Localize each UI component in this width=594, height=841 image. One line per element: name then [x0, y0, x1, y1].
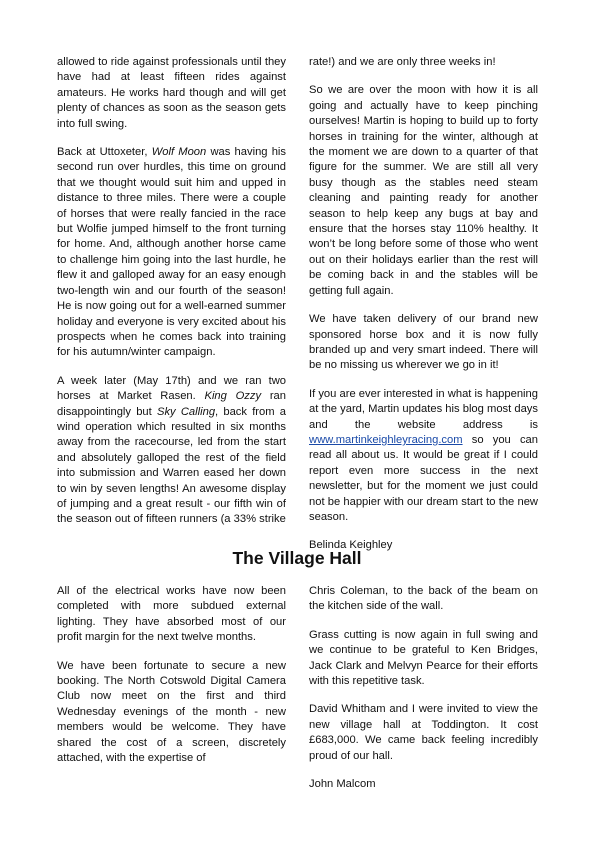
article-column-3	[57, 584, 286, 766]
paragraph: We have been fortunate to secure a new booking. The North Cotswold Digital Camera Club now meet on the first and third Wednesday evenings of the month - new members would be welcome. They have shared the cost of a screen, discretely attached, with the expertise of	[57, 659, 286, 765]
paragraph: Grass cutting is now again in full swing and we continue to be grateful to Ken Bridges, Jack Clark and Melvyn Pearce for their efforts with this repetitive task.	[309, 628, 538, 688]
horse-name: Sky Calling	[156, 405, 216, 418]
text-run: If you are ever interested in what is happening at the yard, Martin updates his blog most days and the website address is	[309, 387, 538, 431]
text-run: ran disappointingly but	[57, 390, 286, 418]
paragraph: All of the electrical works have now been completed with more subdued external lighting. They have absorbed most of our profit margin for the next twelve months.	[57, 585, 286, 644]
website-link[interactable]: www.martinkeighleyracing.com	[309, 433, 463, 446]
horse-name: King Ozzy	[204, 390, 262, 403]
paragraph: So we are over the moon with how it is all going and actually have to keep pinching ourselves! Martin is hoping to build up to forty horses in training for the winter, although at the moment we are down to a quarter of that figure for the summer. We are still all very busy though as the stables need steam cleaning and painting ready for another season to help keep any bugs at bay and ensure that the horses stay 110% healthy. It won’t be long before some of those who went out on their holidays earlier than the rest will be coming back in and the stables will be getting full again.	[309, 84, 538, 297]
paragraph	[309, 387, 538, 526]
article-column-1	[57, 55, 286, 528]
article-column-2	[309, 55, 538, 554]
section-heading: The Village Hall	[232, 548, 362, 568]
text-run: Back at Uttoxeter,	[57, 146, 152, 159]
author-signature: Belinda Keighley	[309, 539, 393, 552]
paragraph: allowed to ride against professionals until they have had at least fifteen rides against amateurs. He works hard though and will get plenty of chances as soon as the season gets into full swing.	[57, 56, 286, 130]
paragraph: Chris Coleman, to the back of the beam on the kitchen side of the wall.	[309, 585, 538, 613]
text-run: was having his second run over hurdles, this time on ground that we thought would suit him and upped in distance to three miles. There were a couple of horses that were really fancied in the race but Wolfie jumped himself to the front turning for home. And, although another horse came to challenge him going into the last hurdle, he flew it and galloped away for an easy enough two-length win and our fourth of the season! He is now going out for a well-earned summer holiday and everyone is very excited about his prospects when he comes back into training for his autumn/winter campaign.	[57, 146, 287, 359]
article-column-4	[309, 584, 538, 792]
paragraph: We have taken delivery of our brand new sponsored horse box and it is now fully branded up and very smart indeed. There will be no missing us wherever we go in it!	[309, 313, 538, 372]
author-signature: John Malcom	[309, 778, 376, 791]
text-run: , back from a wind operation which resulted in six months away from the racecourse, led from the start and absolutely galloped the rest of the field into submission and Warren eased her down to win by seven lengths! An awesome display of jumping and a great result - our fifth win of the season out of fifteen runners (a 33% strike	[57, 405, 286, 526]
horse-name: Wolf Moon	[151, 146, 207, 159]
paragraph	[57, 374, 286, 528]
paragraph: rate!) and we are only three weeks in!	[309, 56, 496, 68]
paragraph	[57, 145, 286, 361]
paragraph: David Whitham and I were invited to view the new village hall at Toddington. It cost £683,000. We came back feeling incredibly proud of our hall.	[309, 703, 538, 762]
text-run: so you can read all about us. It would be great if I could report even more success in the next newsletter, but for the moment we just could not be happier with our dream start to the new season.	[309, 433, 538, 523]
text-run: A week later (May 17th) and we ran two horses at Market Rasen.	[57, 374, 286, 403]
